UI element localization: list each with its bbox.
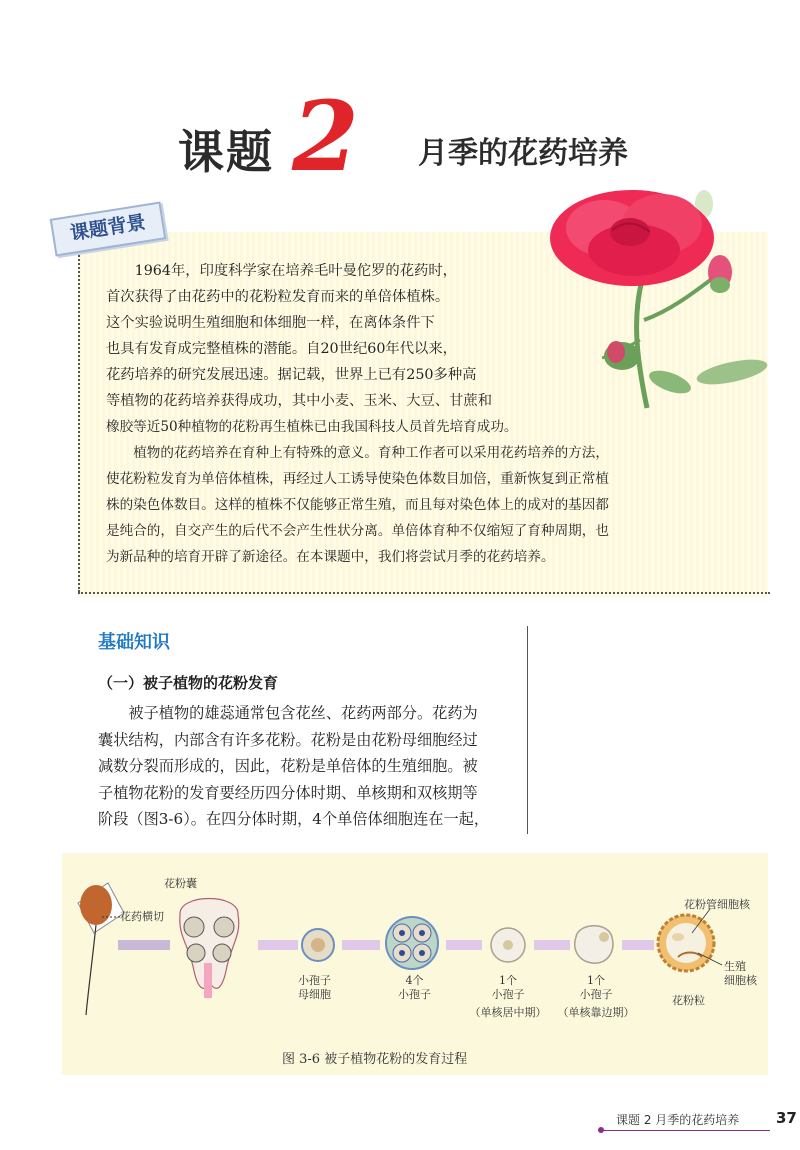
background-line: 1964年，印度科学家在培养毛叶曼佗罗的花药时， xyxy=(134,263,457,279)
label-line: 1个 xyxy=(587,974,605,987)
background-line: 橡胶等近50种植物的花粉再生植株已由我国科技人员首先培育成功。 xyxy=(106,419,518,435)
title-prefix: 课题 xyxy=(178,125,274,179)
label-line: 小孢子 xyxy=(398,988,431,1001)
footer-running-title: 课题 2 月季的花药培养 xyxy=(616,1113,740,1127)
label-line: 4个 xyxy=(405,974,424,987)
label-line: 1个 xyxy=(499,974,517,987)
background-line: 花药培养的研究发展迅速。据记载，世界上已有250多种高 xyxy=(106,367,477,383)
label-line: 小孢子 xyxy=(579,988,613,1001)
background-line: 为新品种的培育开辟了新途径。在本课题中，我们将尝试月季的花药培养。 xyxy=(106,549,555,565)
label-line: 小孢子 xyxy=(298,974,331,987)
background-text xyxy=(106,258,756,570)
basics-line: 阶段（图3-6）。在四分体时期，4个单倍体细胞连在一起， xyxy=(98,810,490,829)
section-title: 基础知识 xyxy=(98,632,170,653)
label-line: 生殖 xyxy=(724,960,746,973)
figure-caption: 图 3-6 被子植物花粉的发育过程 xyxy=(282,1052,468,1067)
basics-line: 减数分裂而形成的，因此，花粉是单倍体的生殖细胞。被 xyxy=(98,757,478,776)
background-line: 也具有发育成完整植株的潜能。自20世纪60年代以来， xyxy=(106,341,457,357)
background-line: 株的染色体数目。这样的植株不仅能够正常生殖，而且每对染色体上的成对的基因都 xyxy=(106,497,609,513)
title-subtitle: 月季的花药培养 xyxy=(418,136,628,171)
basics-text xyxy=(98,700,506,833)
footer-rule xyxy=(600,1130,770,1131)
label-pollen-grain: 花粉粒 xyxy=(672,994,705,1007)
subsection-title: （一）被子植物的花粉发育 xyxy=(98,674,279,692)
page-title xyxy=(0,78,800,196)
basics-line: 子植物花粉的发育要经历四分体时期、单核期和双核期等 xyxy=(98,783,478,802)
background-tag-label: 课题背景 xyxy=(68,211,148,245)
background-line: 等植物的花药培养获得成功，其中小麦、玉米、大豆、甘蔗和 xyxy=(106,393,493,409)
label-anther-sac: 花粉囊 xyxy=(164,877,197,890)
page-number: 37 xyxy=(776,1109,797,1127)
label-microspore-mother xyxy=(298,974,331,1002)
label-four-microspores xyxy=(398,974,431,1002)
label-line: 小孢子 xyxy=(491,988,525,1001)
label-microspore-mid xyxy=(468,974,548,1020)
label-line: （单核靠边期） xyxy=(557,1006,635,1019)
background-line: 使花粉粒发育为单倍体植株，再经过人工诱导使染色体数目加倍，重新恢复到正常植 xyxy=(106,471,609,487)
label-line: 细胞核 xyxy=(724,974,757,987)
background-panel-left-border xyxy=(78,240,82,592)
background-line: 首次获得了由花药中的花粉粒发育而来的单倍体植株。 xyxy=(106,289,450,305)
label-microspore-side xyxy=(554,974,638,1020)
label-generative-nucleus xyxy=(724,960,757,988)
title-number: 2 xyxy=(292,80,359,193)
background-line: 是纯合的，自交产生的后代不会产生性状分离。单倍体育种不仅缩短了育种周期，也 xyxy=(106,523,609,539)
background-panel-divider xyxy=(78,592,770,594)
column-divider xyxy=(527,626,528,834)
label-pollen-tube-nucleus: 花粉管细胞核 xyxy=(684,898,750,911)
label-line: （单核居中期） xyxy=(469,1006,547,1019)
background-line: 植物的花药培养在育种上有特殊的意义。育种工作者可以采用花药培养的方法， xyxy=(133,445,609,461)
label-anther-cut: 花药横切 xyxy=(120,910,164,923)
basics-line: 被子植物的雄蕊通常包含花丝、花药两部分。花药为 xyxy=(128,704,478,722)
background-line: 这个实验说明生殖细胞和体细胞一样，在离体条件下 xyxy=(106,315,435,331)
basics-line: 囊状结构，内部含有许多花粉。花粉是由花粉母细胞经过 xyxy=(98,730,478,749)
label-line: 母细胞 xyxy=(298,988,331,1001)
